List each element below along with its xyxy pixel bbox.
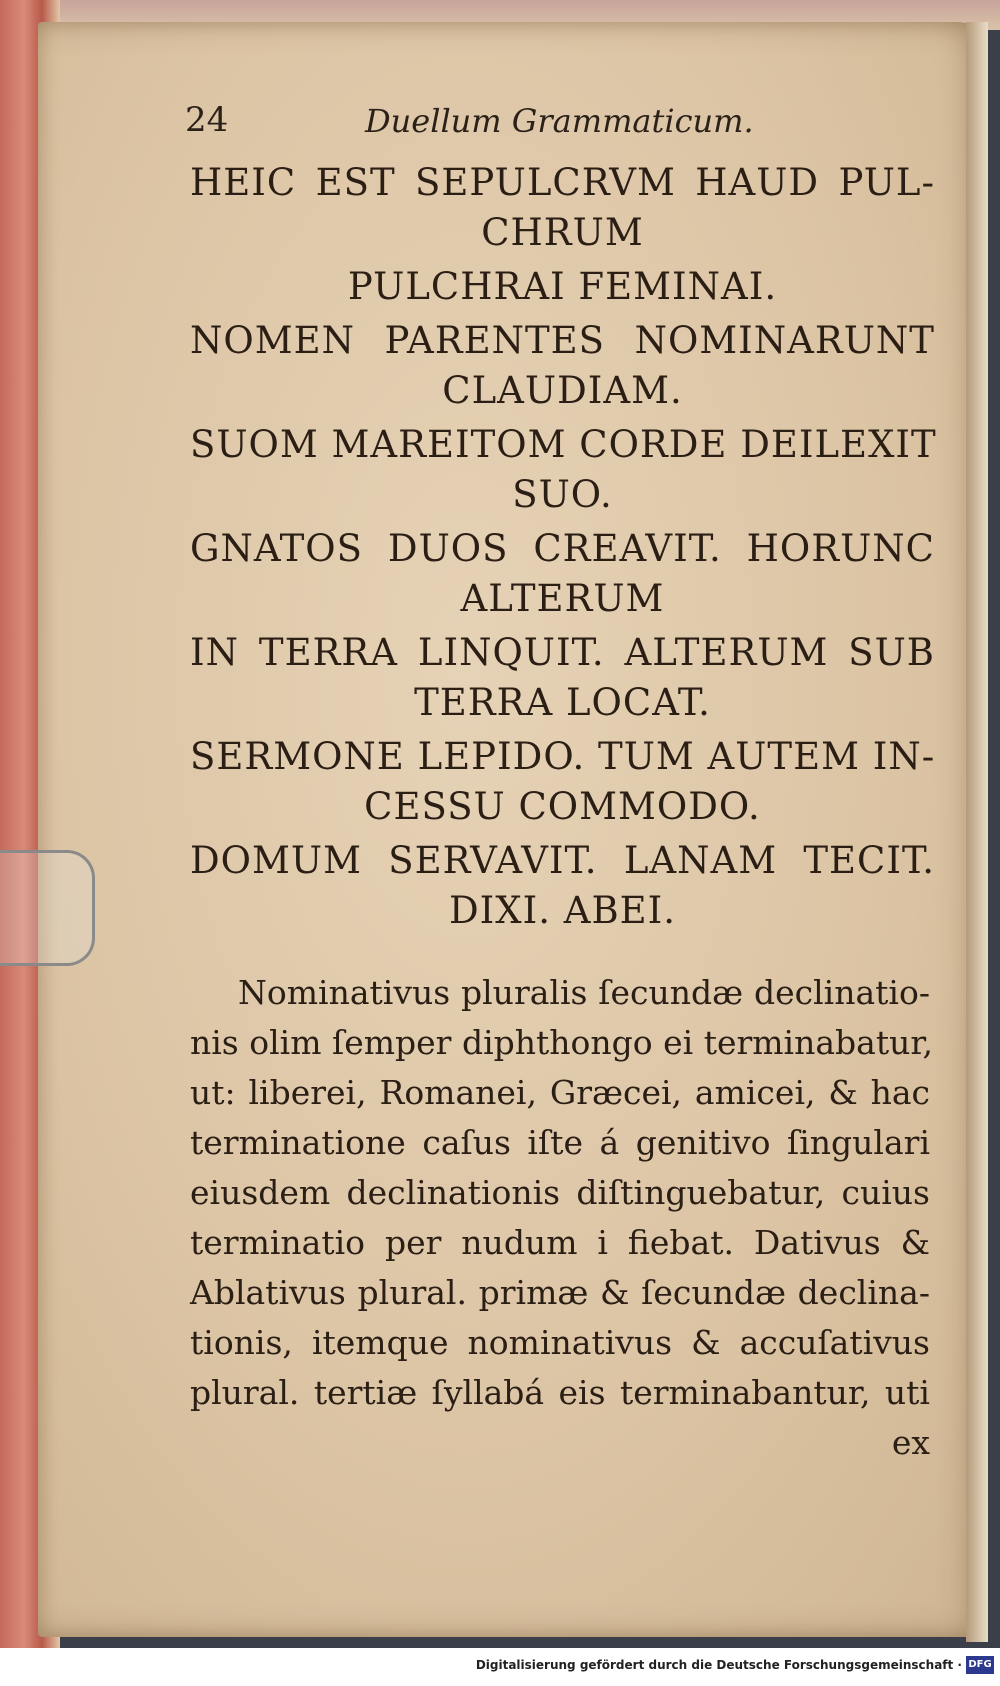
epitaph-block: [190, 158, 935, 936]
prose-line: terminatio per nudum i fiebat. Dativus &: [190, 1223, 930, 1262]
epitaph-line: PULCHRAI FEMINAI.: [347, 265, 778, 308]
epitaph-line: CHRUM: [481, 211, 644, 254]
catchword: ex: [891, 1423, 930, 1462]
running-head: [185, 100, 785, 150]
epitaph-line: TERRA LOCAT.: [414, 681, 711, 724]
page-number: 24: [185, 100, 229, 140]
prose-line: Ablativus plural. primæ & ſecundæ declina-: [190, 1273, 930, 1312]
running-title: Duellum Grammaticum.: [365, 102, 754, 140]
footer-credit: Digitalisierung gefördert durch die Deutsche Forschungsgemeinschaft ·: [475, 1658, 962, 1672]
prose-paragraph: [190, 968, 933, 1468]
epitaph-line: ALTERUM: [460, 577, 665, 620]
prose-line: terminatione caſus iſte á genitivo ſingulari: [190, 1123, 930, 1162]
epitaph-line: SUO.: [512, 473, 613, 516]
prose-line: ut: liberei, Romanei, Græcei, amicei, & hac: [190, 1073, 930, 1112]
epitaph-line: HEIC EST SEPULCRVM HAUD PUL-: [190, 161, 935, 204]
page-gutter: [966, 22, 988, 1642]
epitaph-line: SUOM MAREITOM CORDE DEILEXIT: [190, 423, 937, 466]
epitaph-line: DIXI. ABEI.: [448, 889, 677, 932]
prose-line: nis olim ſemper diphthongo ei terminabatur,: [190, 1023, 933, 1062]
dfg-logo-icon[interactable]: DFG: [966, 1656, 994, 1674]
epitaph-line: GNATOS DUOS CREAVIT. HORUNC: [190, 527, 935, 570]
epitaph-line: CESSU COMMODO.: [364, 785, 761, 828]
footer-bar: [0, 1648, 1000, 1686]
epitaph-line: SERMONE LEPIDO. TUM AUTEM IN-: [190, 735, 936, 778]
prose-line: tionis, itemque nominativus & accuſativus: [190, 1323, 930, 1362]
page-clip: [0, 850, 95, 966]
prose-line: plural. tertiæ ſyllabá eis terminabantur, uti: [190, 1373, 930, 1412]
prose-line: eiusdem declinationis diſtinguebatur, cuius: [190, 1173, 930, 1212]
epitaph-line: NOMEN PARENTES NOMINARUNT: [190, 319, 935, 362]
epitaph-line: IN TERRA LINQUIT. ALTERUM SUB: [190, 631, 935, 674]
epitaph-line: DOMUM SERVAVIT. LANAM TECIT.: [190, 839, 935, 882]
prose-line: Nominativus pluralis ſecundæ declinatio-: [238, 973, 930, 1012]
epitaph-line: CLAUDIAM.: [442, 369, 683, 412]
